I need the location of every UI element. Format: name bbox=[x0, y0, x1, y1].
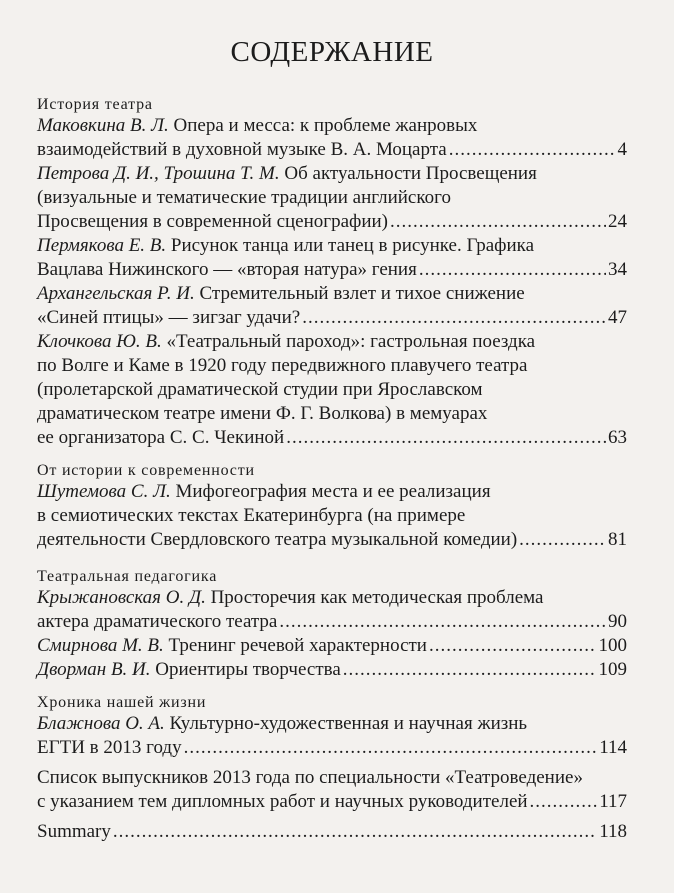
toc-entry-line: ЕГТИ в 2013 году ..... 114 bbox=[37, 736, 627, 760]
leader-dots bbox=[390, 210, 606, 234]
toc-entry-line: ее организатора С. С. Чекиной ..... 63 bbox=[37, 426, 627, 450]
page-number: 117 bbox=[599, 791, 627, 812]
page-number: 34 bbox=[608, 259, 627, 280]
leader-dots bbox=[302, 306, 606, 330]
toc-entry-line: Петрова Д. И., Трошина Т. М. Об актуальности Просвещения bbox=[37, 163, 537, 184]
toc-entry-line: Дворман В. И. Ориентиры творчества ..... 109 bbox=[37, 658, 627, 682]
leader-dots bbox=[286, 426, 606, 450]
section-heading-modernity: От истории к современности bbox=[37, 462, 255, 479]
toc-entry-line: по Волге и Каме в 1920 году передвижного плавучего театра bbox=[37, 355, 528, 376]
leader-dots bbox=[419, 258, 606, 282]
toc-entry-line: Шутемова С. Л. Мифогеография места и ее реализация bbox=[37, 481, 491, 502]
toc-entry-line: Блажнова О. А. Культурно-художественная и научная жизнь bbox=[37, 713, 528, 734]
toc-entry-line: Список выпускников 2013 года по специальности «Театроведение» bbox=[37, 767, 583, 788]
page-number: 4 bbox=[617, 139, 627, 160]
toc-entry-line: актера драматического театра ..... 90 bbox=[37, 610, 627, 634]
toc-entry-line: драматическом театре имени Ф. Г. Волкова) в мемуарах bbox=[37, 403, 488, 424]
entry-author: Шутемова С. Л. bbox=[37, 481, 171, 502]
page-number: 100 bbox=[598, 635, 627, 656]
page-number: 24 bbox=[608, 211, 627, 232]
toc-entry-line: Крыжановская О. Д. Просторечия как методическая проблема bbox=[37, 587, 544, 608]
entry-author: Архангельская Р. И. bbox=[37, 283, 195, 304]
page-title: СОДЕРЖАНИЕ bbox=[230, 36, 434, 68]
entry-author: Маковкина В. Л. bbox=[37, 115, 169, 136]
page-number: 109 bbox=[598, 659, 627, 680]
toc-entry-line: деятельности Свердловского театра музыкальной комедии) ..... 81 bbox=[37, 528, 627, 552]
summary-label: Summary bbox=[37, 821, 111, 842]
page-number: 63 bbox=[608, 427, 627, 448]
toc-entry-line: с указанием тем дипломных работ и научных руководителей ..... 117 bbox=[37, 790, 627, 814]
section-heading-pedagogy: Театральная педагогика bbox=[37, 568, 218, 585]
toc-entry-line: (визуальные и тематические традиции английского bbox=[37, 187, 451, 208]
entry-author: Смирнова М. В. bbox=[37, 635, 164, 656]
page-number: 114 bbox=[599, 737, 627, 758]
leader-dots bbox=[279, 610, 606, 634]
toc-entry-line: Пермякова Е. В. Рисунок танца или танец в рисунке. Графика bbox=[37, 235, 535, 256]
leader-dots bbox=[449, 138, 616, 162]
leader-dots bbox=[519, 528, 606, 552]
toc-entry-line: взаимодействий в духовной музыке В. А. Моцарта ..... 4 bbox=[37, 138, 627, 162]
page-number: 90 bbox=[608, 611, 627, 632]
toc-entry-line: Вацлава Нижинского — «вторая натура» гения ..... 34 bbox=[37, 258, 627, 282]
toc-entry-line: в семиотических текстах Екатеринбурга (на примере bbox=[37, 505, 466, 526]
entry-author: Пермякова Е. В. bbox=[37, 235, 167, 256]
toc-entry-line: «Синей птицы» — зигзаг удачи? ..... 47 bbox=[37, 306, 627, 330]
entry-author: Дворман В. И. bbox=[37, 659, 151, 680]
toc-entry-line: Смирнова М. В. Тренинг речевой характерности ..... 100 bbox=[37, 634, 627, 658]
toc-entry-line: Клочкова Ю. В. «Театральный пароход»: гастрольная поездка bbox=[37, 331, 536, 352]
page-number: 47 bbox=[608, 307, 627, 328]
leader-dots bbox=[530, 790, 598, 814]
section-heading-history: История театра bbox=[37, 96, 153, 113]
entry-author: Клочкова Ю. В. bbox=[37, 331, 162, 352]
page-number: 81 bbox=[608, 529, 627, 550]
toc-entry-line: Маковкина В. Л. Опера и месса: к проблеме жанровых bbox=[37, 115, 478, 136]
toc-entry-line: Архангельская Р. И. Стремительный взлет и тихое снижение bbox=[37, 283, 525, 304]
entry-author: Крыжановская О. Д. bbox=[37, 587, 206, 608]
toc-entry-line: Просвещения в современной сценографии) ..... 24 bbox=[37, 210, 627, 234]
entry-author: Блажнова О. А. bbox=[37, 713, 165, 734]
section-heading-chronicle: Хроника нашей жизни bbox=[37, 694, 207, 711]
entry-author: Петрова Д. И., Трошина Т. М. bbox=[37, 163, 280, 184]
leader-dots bbox=[343, 658, 597, 682]
leader-dots bbox=[113, 820, 597, 844]
toc-entry-line: (пролетарской драматической студии при Ярославском bbox=[37, 379, 483, 400]
page-number: 118 bbox=[599, 821, 627, 842]
toc-summary-line bbox=[37, 820, 627, 844]
leader-dots bbox=[184, 736, 598, 760]
leader-dots bbox=[429, 634, 597, 658]
